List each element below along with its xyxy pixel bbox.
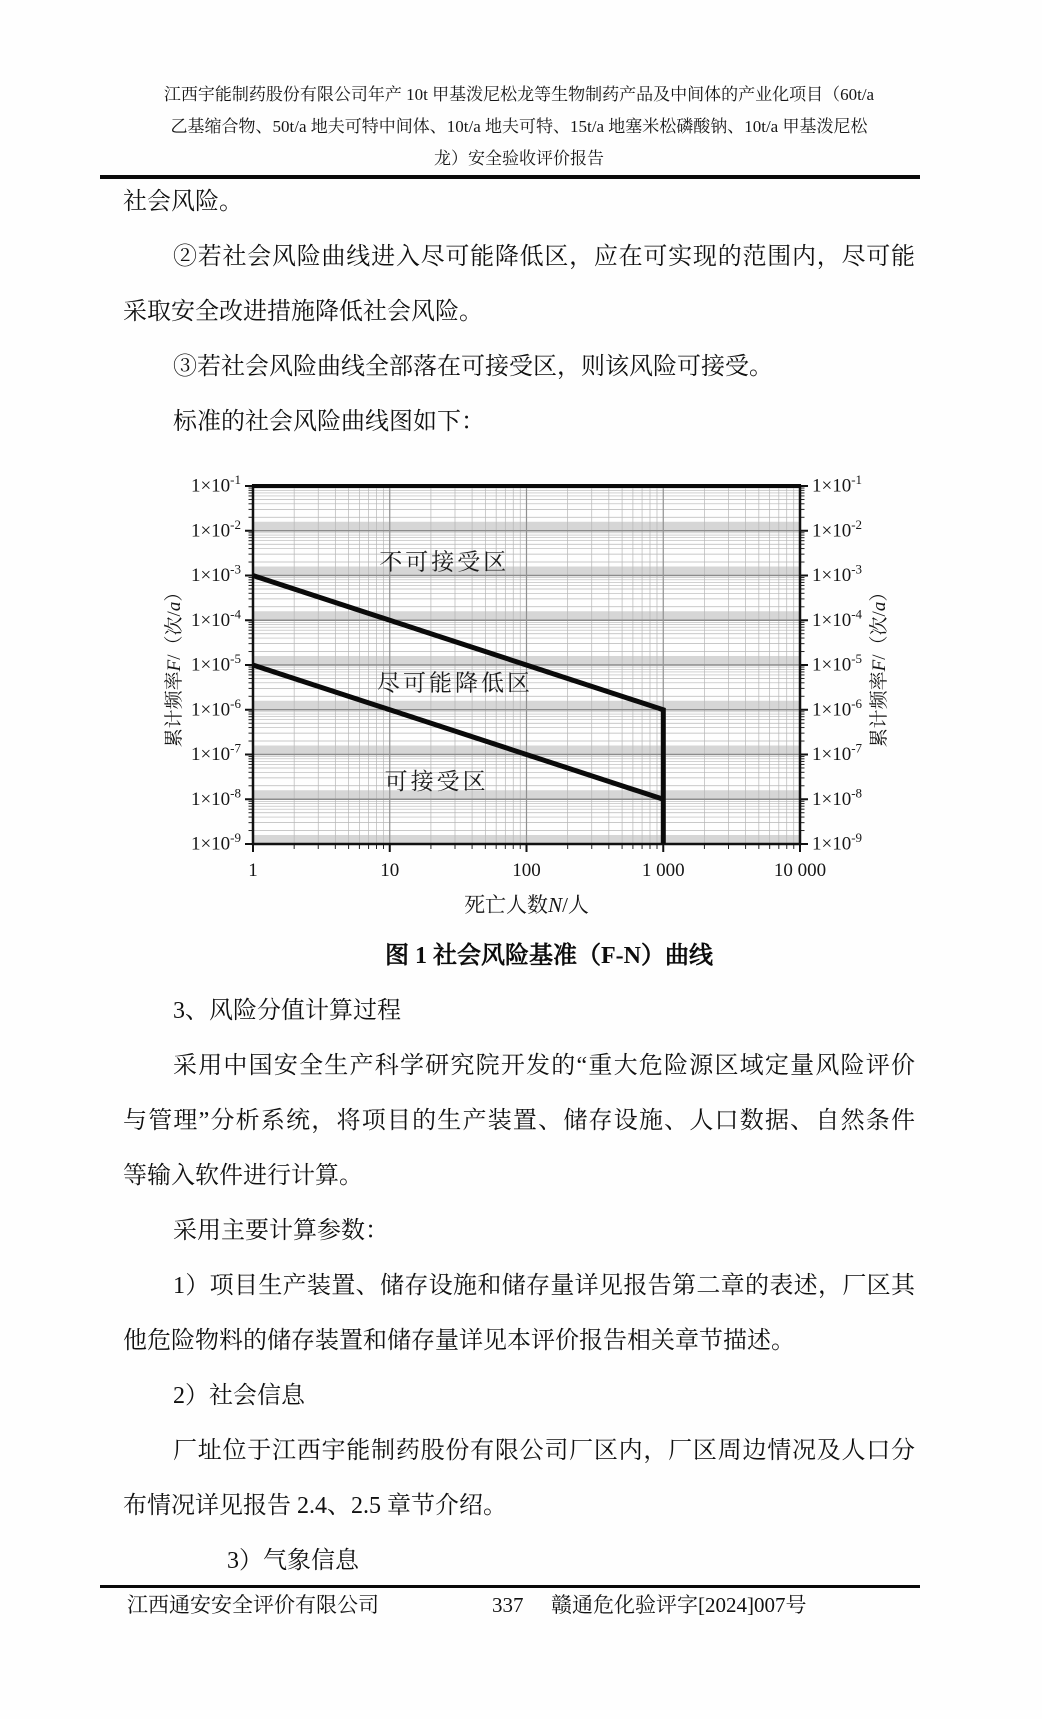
- fn-curve-chart: [123, 450, 915, 914]
- body-paragraphs-after-chart: [123, 984, 915, 1589]
- svg-text:1×10-2: $1\times 10^{-2}$: [190, 516, 241, 542]
- svg-text:1×10-9: $1\times 10^{-9}$: [812, 829, 863, 855]
- svg-text:1×10-9: $1\times 10^{-9}$: [190, 829, 241, 855]
- paragraph-line: 3、风险分值计算过程: [173, 998, 401, 1024]
- paragraph-line: 等输入软件进行计算。: [123, 1163, 363, 1189]
- svg-text:可接受区: 可接受区: [384, 768, 489, 794]
- footer-page-number: 337: [492, 1593, 524, 1617]
- svg-text:1×10-1: $1\times 10^{-1}$: [812, 471, 863, 497]
- svg-text:1×10-8: $1\times 10^{-8}$: [190, 784, 241, 810]
- header-rule: [100, 175, 920, 179]
- svg-text:1: 1: [248, 860, 258, 881]
- svg-text:1×10-6: $1\times 10^{-6}$: [190, 695, 241, 721]
- paragraph-line: 社会风险。: [123, 189, 243, 215]
- paragraph-line: 3）气象信息: [227, 1548, 359, 1574]
- svg-text:1×10-3: $1\times 10^{-3}$: [812, 561, 863, 586]
- page-content: [123, 79, 915, 1589]
- paragraph-line: ③若社会风险曲线全部落在可接受区，则该风险可接受。: [173, 354, 773, 380]
- svg-text:10: 10: [380, 860, 400, 881]
- body-paragraphs-before-chart: [123, 175, 915, 450]
- svg-text:1×10-4: $1\times 10^{-4}$: [190, 605, 241, 631]
- svg-text:1×10-5: $1\times 10^{-5}$: [812, 650, 863, 676]
- footer-company: 江西通安安全评价有限公司: [127, 1593, 379, 1617]
- svg-text:不可接受区: 不可接受区: [379, 549, 510, 575]
- paragraph-line: 厂址位于江西宇能制药股份有限公司厂区内，厂区周边情况及人口分: [173, 1438, 915, 1464]
- svg-text:100: 100: [512, 860, 541, 881]
- paragraph-line: 采取安全改进措施降低社会风险。: [123, 299, 483, 325]
- svg-text:1×10-2: $1\times 10^{-2}$: [812, 516, 863, 542]
- report-header: [123, 79, 915, 175]
- svg-text:尽可能降低区: 尽可能降低区: [377, 670, 533, 696]
- svg-text:1 000: 1 000: [641, 860, 685, 881]
- svg-text:1×10-7: $1\times 10^{-7}$: [190, 740, 241, 765]
- svg-text:1×10-6: $1\times 10^{-6}$: [812, 695, 863, 721]
- fn-curve-svg: [123, 450, 915, 914]
- svg-text:1×10-7: $1\times 10^{-7}$: [812, 740, 863, 765]
- paragraph-line: 采用主要计算参数：: [173, 1218, 389, 1244]
- paragraph-line: 2）社会信息: [173, 1383, 305, 1409]
- report-header-line: 龙）安全验收评价报告: [434, 149, 604, 168]
- svg-text:累计频率F/（次/a）: 累计频率F/（次/a）: [164, 582, 185, 748]
- paragraph-line: 他危险物料的储存装置和储存量详见本评价报告相关章节描述。: [123, 1328, 795, 1354]
- footer-rule: [100, 1585, 920, 1588]
- svg-text:1×10-5: $1\times 10^{-5}$: [190, 650, 241, 676]
- svg-text:1×10-3: $1\times 10^{-3}$: [190, 561, 241, 586]
- paragraph-line: 标准的社会风险曲线图如下：: [173, 409, 485, 435]
- svg-text:1×10-4: $1\times 10^{-4}$: [812, 605, 863, 631]
- paragraph-line: 1）项目生产装置、储存设施和储存量详见报告第二章的表述，厂区其: [173, 1273, 915, 1299]
- paragraph-line: 采用中国安全生产科学研究院开发的“重大危险源区域定量风险评价: [173, 1053, 915, 1079]
- svg-text:10 000: 10 000: [773, 860, 827, 881]
- paragraph-line: 与管理”分析系统，将项目的生产装置、储存设施、人口数据、自然条件: [123, 1108, 915, 1134]
- svg-text:死亡人数N/人: 死亡人数N/人: [464, 893, 589, 914]
- figure-caption: 图 1 社会风险基准（F-N）曲线: [385, 943, 713, 969]
- svg-text:1×10-1: $1\times 10^{-1}$: [190, 471, 241, 497]
- paragraph-line: ②若社会风险曲线进入尽可能降低区，应在可实现的范围内，尽可能: [173, 244, 915, 270]
- svg-text:1×10-8: $1\times 10^{-8}$: [812, 784, 863, 810]
- svg-text:累计频率F/（次/a）: 累计频率F/（次/a）: [869, 582, 890, 748]
- paragraph-line: 布情况详见报告 2.4、2.5 章节介绍。: [123, 1493, 507, 1519]
- report-header-line: 江西宇能制药股份有限公司年产 10t 甲基泼尼松龙等生物制药产品及中间体的产业化项目（60t/a: [163, 85, 875, 104]
- report-header-line: 乙基缩合物、50t/a 地夫可特中间体、10t/a 地夫可特、15t/a 地塞米松磷酸钠、10t/a 甲基泼尼松: [170, 117, 868, 136]
- footer-doc-number: 赣通危化验评字[2024]007号: [551, 1593, 807, 1617]
